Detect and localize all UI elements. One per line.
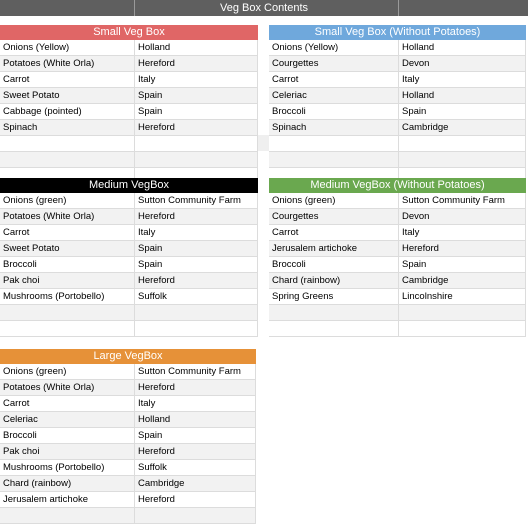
origin-cell[interactable]: Sutton Community Farm <box>135 193 258 209</box>
origin-cell[interactable] <box>135 305 258 321</box>
table-row <box>269 88 526 104</box>
table-row <box>269 241 526 257</box>
table-row <box>269 225 526 241</box>
large-vegbox-table <box>0 349 256 524</box>
origin-cell[interactable]: Spain <box>135 104 258 120</box>
origin-cell[interactable]: Italy <box>135 225 258 241</box>
table-row <box>269 321 526 337</box>
vegetable-cell[interactable]: Onions (green) <box>0 193 135 209</box>
vegetable-cell[interactable]: Spinach <box>269 120 399 136</box>
box-header[interactable]: Large VegBox <box>0 349 256 364</box>
origin-cell[interactable]: Spain <box>135 88 258 104</box>
vegetable-cell[interactable]: Spinach <box>0 120 135 136</box>
vegetable-cell[interactable]: Sweet Potato <box>0 241 135 257</box>
vegetable-cell[interactable]: Carrot <box>269 225 399 241</box>
table-row <box>0 476 256 492</box>
box-header[interactable]: Small Veg Box (Without Potatoes) <box>269 25 526 40</box>
vegetable-cell[interactable]: Broccoli <box>0 428 135 444</box>
table-row <box>269 305 526 321</box>
vegetable-cell[interactable] <box>0 508 135 524</box>
vegetable-cell[interactable]: Chard (rainbow) <box>269 273 399 289</box>
origin-cell[interactable] <box>135 508 256 524</box>
origin-cell[interactable]: Italy <box>399 72 526 88</box>
origin-cell[interactable]: Spain <box>399 257 526 273</box>
vegetable-cell[interactable]: Jerusalem artichoke <box>0 492 135 508</box>
table-row <box>0 412 256 428</box>
vegetable-cell[interactable]: Potatoes (White Orla) <box>0 209 135 225</box>
origin-cell[interactable]: Sutton Community Farm <box>135 364 256 380</box>
sheet-title: Veg Box Contents <box>219 2 309 14</box>
origin-cell[interactable] <box>399 321 526 337</box>
vegetable-cell[interactable]: Potatoes (White Orla) <box>0 56 135 72</box>
small-veg-box-table <box>0 25 258 184</box>
origin-cell[interactable]: Cambridge <box>399 120 526 136</box>
table-row <box>0 136 258 152</box>
column-divider <box>398 0 399 16</box>
table-row <box>0 273 258 289</box>
vegetable-cell[interactable] <box>0 152 135 168</box>
column-divider <box>134 0 135 16</box>
box-header[interactable]: Medium VegBox <box>0 178 258 193</box>
table-row <box>0 508 256 524</box>
vegetable-cell[interactable]: Broccoli <box>269 257 399 273</box>
table-row <box>0 120 258 136</box>
table-row <box>269 40 526 56</box>
table-row <box>0 380 256 396</box>
box-header[interactable]: Medium VegBox (Without Potatoes) <box>269 178 526 193</box>
table-row <box>0 305 258 321</box>
table-row <box>269 209 526 225</box>
table-row <box>269 273 526 289</box>
medium-vegbox-no-potatoes-table <box>269 178 526 337</box>
table-row <box>0 40 258 56</box>
table-row <box>0 72 258 88</box>
small-veg-box-no-potatoes-table <box>269 25 526 184</box>
vegetable-cell[interactable]: Courgettes <box>269 56 399 72</box>
origin-cell[interactable]: Holland <box>399 88 526 104</box>
origin-cell[interactable] <box>399 152 526 168</box>
medium-vegbox-table <box>0 178 258 337</box>
table-row <box>269 136 526 152</box>
table-row <box>0 257 258 273</box>
origin-cell[interactable]: Spain <box>135 241 258 257</box>
table-row <box>0 241 258 257</box>
vegetable-cell[interactable] <box>0 321 135 337</box>
vegetable-cell[interactable]: Carrot <box>0 396 135 412</box>
origin-cell[interactable]: Hereford <box>399 241 526 257</box>
origin-cell[interactable]: Devon <box>399 209 526 225</box>
table-row <box>0 428 256 444</box>
origin-cell[interactable]: Devon <box>399 56 526 72</box>
vegetable-cell[interactable] <box>269 152 399 168</box>
origin-cell[interactable]: Sutton Community Farm <box>399 193 526 209</box>
origin-cell[interactable]: Suffolk <box>135 289 258 305</box>
origin-cell[interactable]: Spain <box>135 428 256 444</box>
vegetable-cell[interactable]: Spring Greens <box>269 289 399 305</box>
vegetable-cell[interactable]: Onions (green) <box>269 193 399 209</box>
vegetable-cell[interactable]: Celeriac <box>0 412 135 428</box>
vegetable-cell[interactable]: Potatoes (White Orla) <box>0 380 135 396</box>
vegetable-cell[interactable]: Carrot <box>0 225 135 241</box>
table-row <box>0 289 258 305</box>
origin-cell[interactable]: Italy <box>135 72 258 88</box>
origin-cell[interactable]: Spain <box>135 257 258 273</box>
vegetable-cell[interactable]: Cabbage (pointed) <box>0 104 135 120</box>
table-row <box>0 396 256 412</box>
origin-cell[interactable] <box>399 305 526 321</box>
vegetable-cell[interactable]: Mushrooms (Portobello) <box>0 289 135 305</box>
sheet-title-bar[interactable] <box>0 0 528 16</box>
vegetable-cell[interactable] <box>0 136 135 152</box>
vegetable-cell[interactable] <box>269 136 399 152</box>
table-row <box>0 492 256 508</box>
vegetable-cell[interactable]: Sweet Potato <box>0 88 135 104</box>
table-row <box>0 444 256 460</box>
vegetable-cell[interactable]: Jerusalem artichoke <box>269 241 399 257</box>
table-row <box>0 225 258 241</box>
table-row <box>269 56 526 72</box>
origin-cell[interactable]: Suffolk <box>135 460 256 476</box>
vegetable-cell[interactable]: Onions (Yellow) <box>0 40 135 56</box>
vegetable-cell[interactable]: Carrot <box>0 72 135 88</box>
origin-cell[interactable]: Hereford <box>135 120 258 136</box>
origin-cell[interactable]: Hereford <box>135 492 256 508</box>
vegetable-cell[interactable]: Onions (Yellow) <box>269 40 399 56</box>
origin-cell[interactable] <box>135 136 258 152</box>
box-header[interactable]: Small Veg Box <box>0 25 258 40</box>
origin-cell[interactable]: Cambridge <box>399 273 526 289</box>
vegetable-cell[interactable] <box>269 305 399 321</box>
origin-cell[interactable]: Hereford <box>135 273 258 289</box>
vegetable-cell[interactable]: Courgettes <box>269 209 399 225</box>
origin-cell[interactable]: Hereford <box>135 56 258 72</box>
origin-cell[interactable]: Holland <box>135 412 256 428</box>
vegetable-cell[interactable]: Mushrooms (Portobello) <box>0 460 135 476</box>
table-row <box>0 152 258 168</box>
origin-cell[interactable]: Spain <box>399 104 526 120</box>
origin-cell[interactable]: Cambridge <box>135 476 256 492</box>
table-row <box>0 104 258 120</box>
vegetable-cell[interactable]: Onions (green) <box>0 364 135 380</box>
table-row <box>0 460 256 476</box>
origin-cell[interactable]: Holland <box>399 40 526 56</box>
table-row <box>0 193 258 209</box>
vegetable-cell[interactable]: Broccoli <box>269 104 399 120</box>
vegetable-cell[interactable] <box>269 321 399 337</box>
table-row <box>269 257 526 273</box>
origin-cell[interactable]: Hereford <box>135 209 258 225</box>
table-row <box>269 72 526 88</box>
table-row <box>269 193 526 209</box>
origin-cell[interactable]: Italy <box>399 225 526 241</box>
vegetable-cell[interactable] <box>0 305 135 321</box>
vegetable-cell[interactable]: Carrot <box>269 72 399 88</box>
table-row <box>269 152 526 168</box>
origin-cell[interactable]: Lincolnshire <box>399 289 526 305</box>
origin-cell[interactable]: Italy <box>135 396 256 412</box>
origin-cell[interactable]: Hereford <box>135 380 256 396</box>
table-row <box>0 88 258 104</box>
table-row <box>0 56 258 72</box>
vegetable-cell[interactable]: Broccoli <box>0 257 135 273</box>
table-row <box>0 321 258 337</box>
vegetable-cell[interactable]: Pak choi <box>0 273 135 289</box>
table-row <box>269 104 526 120</box>
vegetable-cell[interactable]: Pak choi <box>0 444 135 460</box>
table-row <box>0 209 258 225</box>
vegetable-cell[interactable]: Celeriac <box>269 88 399 104</box>
origin-cell[interactable] <box>135 321 258 337</box>
spacer-cell <box>258 135 269 151</box>
table-row <box>269 120 526 136</box>
vegetable-cell[interactable]: Chard (rainbow) <box>0 476 135 492</box>
table-row <box>0 364 256 380</box>
origin-cell[interactable] <box>135 152 258 168</box>
table-row <box>269 289 526 305</box>
origin-cell[interactable]: Hereford <box>135 444 256 460</box>
origin-cell[interactable]: Holland <box>135 40 258 56</box>
origin-cell[interactable] <box>399 136 526 152</box>
